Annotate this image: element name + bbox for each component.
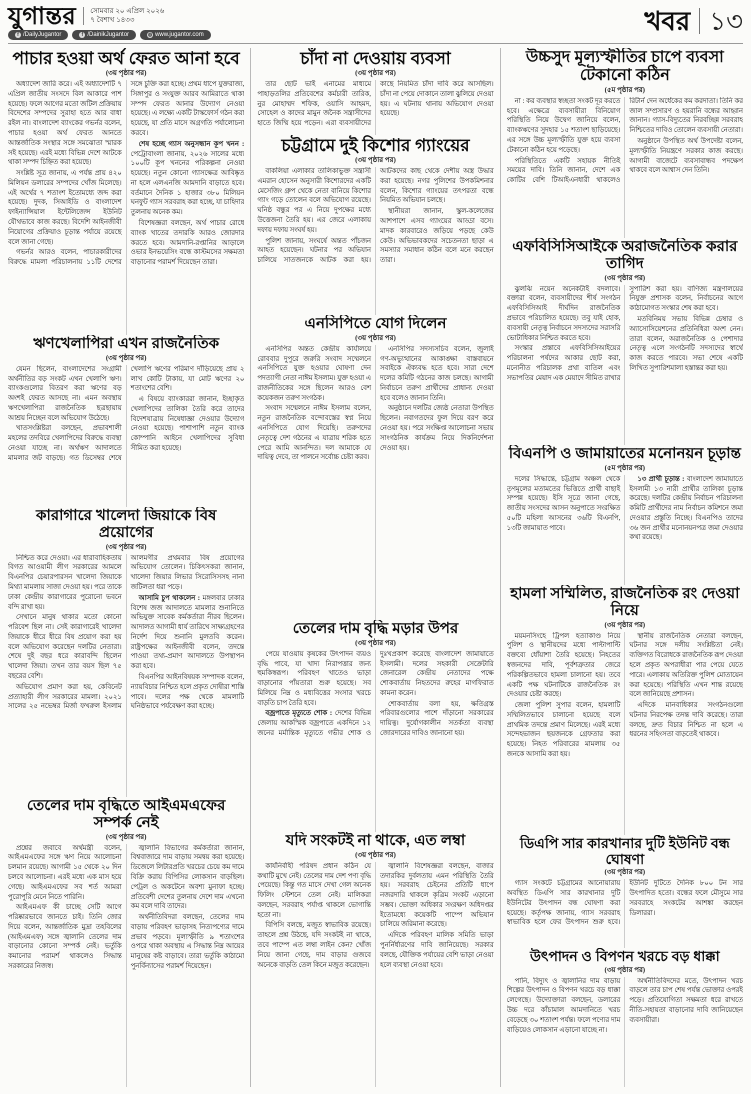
body-paragraph: সংস্কার প্রস্তাবে এফবিসিসিআইয়ের পরিচালনা পর্ষদের আকার ছোট করা, মনোনীত পরিচালক প্রথা বাতিল এবং সভাপতির মেয়াদ এক মেয়াদে সীমিত রাখার সুপারিশ করা হয়। বাণিজ্য মন্ত্রণালয়ের নিযুক্ত প্রশাসক বলেন, নির্বাচনের আগে কাঠামোগত সংস্কার শেষ করা হবে।	[506, 285, 743, 382]
body-paragraph: পেয়ে যাওয়ায় কৃষকের উৎপাদন ব্যয়ও বৃদ্ধি পাবে, যা খাদ্য নিরাপত্তার জন্য হুমকিস্বরূপ। পরিবহণ খাতেও ভাড়া বাড়ানোর পাঁয়তারা শুরু হয়েছে। সব মিলিয়ে নিম্ন ও মধ্যবিত্তের সংসার খরচে বাড়তি চাপ তৈরি হবে।	[257, 650, 371, 707]
body-paragraph: অর্থনীতিবিদদের মতে, উৎপাদন খরচ বাড়লে তার চাপ শেষ পর্যন্ত ভোক্তার ওপরই পড়ে। প্রতিযোগিতা সক্ষমতা ধরে রাখতে নীতি-সহায়তা বাড়ানোর দাবি জানিয়েছেন ব্যবসায়ীরা।	[629, 977, 743, 1024]
article-body	[8, 365, 244, 507]
body-paragraph: এদিকে মানবাধিকার সংগঠনগুলো ঘটনার নিরপেক্ষ তদন্ত দাবি করেছে। তারা বলছে, দ্রুত বিচার নিশ্চিত না হলে এ ধরনের সহিংসতা বাড়তেই থাকবে।	[629, 702, 743, 739]
paragraph-lead: আসামি চুপ থাকলেন :	[138, 594, 203, 602]
body-paragraph: সেখানে মানুষ থাকার মতো কোনো পরিবেশ ছিল না। সেই কারাগারেই খালেদা জিয়াকে ধীরে ধীরে বিষ প্রয়োগ করা হয় বলে অভিযোগ করেছেন দলটির নেতারা। শেষে দুই বছর ধরে কারাবন্দি ছিলেন খালেদা জিয়া। তখন তার বয়স ছিল ৭৫ বছরের বেশি।	[8, 614, 122, 680]
article-column-group-1	[8, 48, 244, 1087]
article[interactable]	[257, 315, 493, 620]
article-body	[257, 650, 493, 832]
article-headline[interactable]: পাচার হওয়া অর্থ ফেরত আনা হবে	[12, 49, 240, 68]
body-paragraph: খাতসংশ্লিষ্টরা বলছেন, প্রভাবশালী মহলের তদবিরে খেলাপিদের বিরুদ্ধে ব্যবস্থা নেওয়া যাচ্ছে না। অর্থঋণ আদালতে মামলার জট বাড়ছে। গত ডিসেম্বর শেষে খেলাপি ঋণের পরিমাণ দাঁড়িয়েছে প্রায় ২ লাখ কোটি টাকায়, যা মোট ঋণের ২০ শতাংশের বেশি।	[8, 365, 245, 462]
body-paragraph: দলের সিদ্ধান্তে, চট্টগ্রাম অঞ্চল থেকে তৃণমূলের মতামতের ভিত্তিতে প্রার্থী বাছাই সম্পন্ন হয়েছে। ইসি সূত্রে জানা গেছে, জাতীয় সংসদের আসন অনুপাতে সংরক্ষিত ৫০টি মহিলা আসনের ৩৬টি বিএনপি, ১৩টি জামায়াত পাবে।	[506, 475, 621, 532]
article-headline[interactable]: যদি সংকটই না থাকে, এত লম্বা	[285, 832, 466, 849]
body-paragraph: তার ছোট ভাই এনামের মাধ্যমে পাহাড়তলির প্রতিবেশের কর্মচারী তারিক, নুর মোহাম্মদ শফিক, ওয়াসি আহমদ, সোহেল ও কাদের মামুন জনৈক সন্ত্রাসীদের হাতে জিম্মি হয়ে পড়েন। এরা ব্যবসায়ীদের কাছে নিয়মিত চাঁদা দাবি করে আসছিল। চাঁদা না পেয়ে দোকানে তালা ঝুলিয়ে দেওয়া হয়। এ ঘটনায় থানায় অভিযোগ দেওয়া হয়েছে।	[257, 81, 494, 128]
article-body	[8, 844, 244, 1087]
article[interactable]	[507, 585, 743, 835]
continued-from-note: (৩য় পৃষ্ঠার পর)	[604, 868, 646, 877]
article-headline[interactable]: তেলের দাম বৃদ্ধি মড়ার উপর	[292, 620, 459, 637]
body-paragraph: এদিকে পরিবহণ মালিক সমিতি ভাড়া পুনর্নির্ধারণের দাবি জানিয়েছে। সরকার বলছে, যৌক্তিক পর্যায়ের বেশি ভাড়া নেওয়া হলে ব্যবস্থা নেওয়া হবে।	[379, 932, 494, 969]
article-headline[interactable]: কারাগারে খালেদা জিয়াকে বিষ প্রয়োগের	[35, 507, 217, 541]
body-paragraph: প্রশ্নের জবাবে অর্থমন্ত্রী বলেন, আইএমএফের সঙ্গে ঋণ নিয়ে আলোচনা চলমান রয়েছে। আগামী ১৫ থেকে ২০ দিন চলবে আলোচনা। এরই মধ্যে এক মাস হয়ে গেছে। আইএমএফের সব শর্ত আমরা পুরোপুরি মেনে নিতে পারিনি।	[8, 844, 122, 901]
article-headline[interactable]: চট্টগ্রামে দুই কিশোর গ্যাংয়ের	[281, 136, 470, 155]
continued-from-note: (৩য় পৃষ্ঠার পর)	[355, 333, 396, 342]
website-url: www.jugantor.com	[155, 32, 204, 38]
body-paragraph: জ্বালানি বিশেষজ্ঞরা বলছেন, বাজার তদারকির দুর্বলতায় এমন পরিস্থিতি তৈরি হয়। সরবরাহ চেইনের প্রতিটি ধাপে নজরদারি থাকলে কৃত্রিম সংকট এড়ানো সম্ভব। ভোক্তা অধিকার সংরক্ষণ অধিদপ্তর ইতোমধ্যে কয়েকটি পাম্পে অভিযান চালিয়ে জরিমানা করেছে।	[379, 862, 494, 929]
article[interactable]	[257, 135, 493, 315]
body-paragraph: না : কর ব্যবস্থার স্বচ্ছতা সংকট দূর করতে হবে। এক্ষেত্রে ব্যবসায়ীরা বিনিয়োগ পরিস্থিতি নিয়ে উদ্বেগ জানিয়ে বলেন, ব্যাংকঋণের সুদহার ১৫ শতাংশ ছাড়িয়েছে। এর সঙ্গে উচ্চ মূল্যস্ফীতি যুক্ত হয়ে ব্যবসা টেকানো কঠিন হয়ে পড়েছে।	[506, 97, 621, 154]
body-paragraph: সংশ্লিষ্ট সূত্র জানায়, এ পর্যন্ত প্রায় ৪২০ মিলিয়ন ডলারের সম্পদের খোঁজ মিলেছে। এই অর্থের ৭ শতাংশ ইতোমধ্যে জব্দ করা হয়েছে। দুদক, সিআইডি ও বাংলাদেশ ফাইন্যান্সিয়াল ইন্টেলিজেন্স ইউনিট যৌথভাবে কাজ করছে। বিদেশি আইনজীবী নিয়োগের প্রক্রিয়াও চূড়ান্ত পর্যায়ে রয়েছে বলে জানা গেছে।	[8, 170, 122, 246]
body-paragraph: কার্যনির্বাহী পরিষদ প্রধান কঠিন যে কথাটি মুখে নেই। তেলের দাম দেশ পণ্য বৃদ্ধি পেয়েছে। কিন্তু গত মাসে দেখা গেল অনেক ফিলিং স্টেশনে তেল নেই। মালিকরা বলছেন, সরবরাহ পর্যাপ্ত থাকলে ভোগান্তি হতো না।	[257, 862, 371, 919]
social-handle: /DainikJugantor	[87, 32, 130, 38]
continued-from-note: (৩য় পৃষ্ঠার পর)	[355, 850, 396, 859]
article-headline[interactable]: তেলের দাম বৃদ্ধিতে আইএমএফের সম্পর্ক নেই	[26, 797, 226, 831]
article-body	[257, 345, 493, 620]
body-paragraph: অর্থনীতিবিদরা বলছেন, তেলের দাম বাড়ায় পরিবহণ ভাড়াসহ নিত্যপণ্যের দামে প্রভাব পড়বে। মূল্যস্ফীতি ৯ শতাংশের ওপরে থাকা অবস্থায় এ সিদ্ধান্ত নিম্ন আয়ের মানুষের কষ্ট বাড়াবে। তারা ভর্তুকি কাঠামো পুনর্বিন্যাসের পরামর্শ দিয়েছেন।	[130, 914, 245, 970]
body-paragraph: ঝুলঝি নয়েন অনেকটাই বদলাবে। বক্তারা বলেন, ব্যবসায়ীদের শীর্ষ সংগঠন এফবিসিসিআই দীর্ঘদিন রাজনৈতিক প্রভাবে পরিচালিত হয়েছে। তবু যাই হোক, ব্যবসায়ী নেতৃত্ব নির্বাচনে সদস্যদের সরাসরি ভোটাধিকার নিশ্চিত করতে হবে।	[506, 285, 621, 342]
body-paragraph: জেলা পুলিশ সুপার বলেন, হামলাটি সম্মিলিতভাবে চালানো হয়েছে বলে প্রাথমিক তদন্তে প্রমাণ মিলেছে। এরই মধ্যে সন্দেহভাজন ছয়জনকে গ্রেফতার করা হয়েছে। নিহত পরিবারের মামলায় ৩৫ জনকে আসামি করা হয়।	[506, 702, 621, 758]
continued-from-note: (৫ম পৃষ্ঠার পর)	[604, 85, 646, 94]
body-paragraph: মতবিনিময় সভায় বিভিন্ন চেম্বার ও অ্যাসোসিয়েশনের প্রতিনিধিরা অংশ নেন। তারা বলেন, অরাজনৈতিক ও পেশাদার নেতৃত্ব এলে সংগঠনটি সদস্যদের স্বার্থে কাজ করতে পারবে। সভা শেষে একটি লিখিত সুপারিশমালা হস্তান্তর করা হয়।	[629, 315, 743, 372]
article-body	[507, 285, 743, 445]
date-gregorian: সোমবার ২০ এপ্রিল ২০২৬	[90, 8, 165, 15]
body-paragraph: বিশেষজ্ঞরা বলছেন, অর্থ পাচার রোধে ব্যাংক খাতের তদারকি আরও জোরদার করতে হবে। আমদানি-রপ্তানির আড়ালে ওভার ইনভয়েসিং বন্ধে কাস্টমসের সক্ষমতা বাড়ানোর পরামর্শ দিয়েছেন তারা।	[130, 219, 245, 267]
body-paragraph: বাকলিয়া এলাকার তালিকাভুক্ত সন্ত্রাসী এমরান হোসেন অনুসারী কিশোরদের একটি মেসেজিং গ্রুপ থেকে নেতা বানিয়ে কিশোর গ্যাং গড়ে তোলেন বলে অভিযোগ রয়েছে। ঘনিষ্ঠ বন্ধুর পর এ নিয়ে দুপক্ষের মধ্যে উত্তেজনা তৈরি হয়। এর জেরে এলাকায় দফায় দফায় সংঘর্ষ হয়।	[257, 168, 371, 234]
article-columns	[8, 48, 743, 1087]
article-headline[interactable]: উৎপাদন ও বিপণন খরচে বড় ধাক্কা	[529, 948, 720, 964]
body-paragraph: বজ্রপাতে মৃত্যুতে শোক : দেশের বিভিন্ন জেলায় আকস্মিক বজ্রপাতে একদিনে ১২ জনের মর্মান্তিক মৃত্যুতে গভীর শোক ও দুঃখপ্রকাশ করেছে বাংলাদেশ জামায়াতে ইসলামী। দলের সহকারী সেক্রেটারি জেনারেল কেন্দ্রীয় নেতাদের পক্ষে শোকবার্তায় নিহতদের রুহের মাগফিরাত কামনা করেন।	[257, 650, 494, 738]
body-paragraph: পানি, বিদ্যুৎ ও জ্বালানির দাম বাড়ায় শিল্পের উৎপাদন ও বিপণন খরচে বড় ধাক্কা লেগেছে। উদ্যোক্তারা বলছেন, ডলারের উচ্চ দরে কাঁচামাল আমদানিতে খরচ বেড়েছে ৩০ শতাংশ পর্যন্ত। ফলে পণ্যের দাম বাড়িয়েও লোকসান এড়ানো যাচ্ছে না।	[506, 977, 621, 1034]
article[interactable]	[507, 238, 743, 445]
continued-from-note: (৩য় পৃষ্ঠার পর)	[355, 638, 396, 647]
article-headline[interactable]: বিএনপি ও জামায়াতের মনোনয়ন চূড়ান্ত	[508, 445, 741, 462]
body-paragraph: নিশ্চিত করে দেওয়া। এর ধারাবাহিকতায় বিগত আওয়ামী লীগ সরকারের আমলে বিএনপির চেয়ারপারসন খালেদা জিয়াকে মিথ্যা মামলায় সাজা দেওয়া হয়। পরে তাকে ঢাকা কেন্দ্রীয় কারাগারের পুরোনো ভবনে বন্দি রাখা হয়।	[8, 554, 122, 611]
article-body	[257, 80, 493, 135]
facebook-dainik-link[interactable]	[72, 30, 136, 40]
article-body	[8, 554, 244, 797]
article-body	[8, 80, 244, 335]
facebook-icon: f	[79, 32, 85, 38]
article[interactable]	[257, 832, 493, 1087]
page-number: ১৩	[699, 8, 743, 34]
continued-from-note: (৩য় পৃষ্ঠার পর)	[105, 542, 147, 551]
article[interactable]	[8, 48, 244, 335]
body-paragraph: এনসিপির অন্তত কেন্দ্রীয় কার্যালয়ে রোববার দুপুরে জরুরি সংবাদ সম্মেলনে এনসিপিতে যুক্ত হওয়ার ঘোষণা দেন পদত্যাগী নেতা নাঈম ইসলাম। যুক্ত হওয়া এ রাজনীতিকের সঙ্গে ছিলেন আরও বেশ কয়েকজন তরুণ সংগঠক।	[257, 345, 371, 402]
article-headline[interactable]: চাঁদা না দেওয়ায় ব্যবসা	[300, 49, 451, 68]
social-handle: /DailyJugantor	[23, 32, 62, 38]
paragraph-lead: ১৩ প্রার্থী চূড়ান্ত :	[637, 475, 687, 483]
paragraph-lead: শেষ হচ্ছে গ্যাস অনুসন্ধান কূপ খনন :	[138, 140, 245, 148]
article-body	[507, 977, 743, 1087]
body-paragraph: বিপিসি বলছে, মজুত স্বাভাবিক রয়েছে। তাহলে প্রশ্ন উঠছে, যদি সংকটই না থাকে, তবে পাম্পে এত লম্বা লাইন কেন? খোঁজ নিয়ে জানা গেছে, দাম বাড়ার গুজবে অনেকে বাড়তি তেল কিনে মজুত করেছেন।	[257, 922, 371, 969]
body-paragraph: যেমন ছিলেন, বাংলাদেশের সংগ্রামী অর্থনীতির বড় সংকট এখন খেলাপি ঋণ। ব্যাংকগুলোর বিতরণ করা ঋণের বড় অংশই ফেরত আসছে না। এমন অবস্থায় ঋণখেলাপিরা রাজনৈতিক ছত্রছায়ায় আশ্রয় নিচ্ছেন বলে অভিযোগ উঠেছে।	[8, 365, 122, 422]
section-name: খবর	[644, 6, 691, 36]
continued-from-note: (৩য় পৃষ্ঠার পর)	[105, 353, 147, 362]
website-link[interactable]	[140, 30, 211, 40]
facebook-icon: f	[15, 32, 21, 38]
body-paragraph: অনুষ্ঠানে উপস্থিত অর্থ উপদেষ্টা বলেন, মূল্যস্ফীতি নিয়ন্ত্রণে সরকার কাজ করছে। আগামী বাজেটে ব্যবসাবান্ধব পদক্ষেপ থাকবে বলে আশ্বাস দেন তিনি।	[629, 137, 743, 175]
article-headline[interactable]: উচ্চসুদ মূল্যস্ফীতির চাপে ব্যবসা টেকানো কঠিন	[525, 49, 724, 84]
article-body	[507, 97, 743, 238]
article[interactable]	[257, 620, 493, 832]
continued-from-note: (৩য় পৃষ্ঠার পর)	[105, 832, 147, 841]
body-paragraph: শোকবার্তায় বলা হয়, ক্ষতিগ্রস্ত পরিবারগুলোর পাশে দাঁড়ানো সরকারের দায়িত্ব। দুর্যোগকালীন সতর্কতা ব্যবস্থা জোরদারের দাবিও জানানো হয়।	[379, 700, 494, 738]
article[interactable]	[507, 48, 743, 238]
continued-from-note: (৩য় পৃষ্ঠার পর)	[604, 620, 646, 629]
body-paragraph: অভিযোগ প্রমাণ করা হয়, কেবিনেট প্রত্যাহারী লীগ সরকারের মামলা। ২০২১ সালের ২৫ নভেম্বর মির্জা ফখরুল ইসলাম আলমগীর প্রথমবার বিষ প্রয়োগের অভিযোগ তোলেন। চিকিৎসকরা জানান, খালেদা জিয়ার লিভার সিরোসিসসহ নানা জটিলতা ধরা পড়ে।	[8, 554, 245, 711]
article-body	[257, 167, 493, 315]
body-paragraph: ১৩ প্রার্থী চূড়ান্ত : বাংলাদেশ জামায়াতে ইসলামী ১৩ নারী প্রার্থীর তালিকা চূড়ান্ত করেছে। দলটির কেন্দ্রীয় নির্বাচন পরিচালনা কমিটি প্রার্থীদের নাম নির্বাচন কমিশনে জমা দেওয়ার প্রস্তুতি নিচ্ছে। বিএনপিও তাদের ৩৬ জন প্রার্থীর মনোনয়নপত্র জমা দেওয়ার কথা রয়েছে।	[629, 475, 743, 542]
section-header	[644, 8, 743, 34]
globe-icon: ◍	[147, 32, 153, 38]
article-headline[interactable]: এফবিসিসিআইকে অরাজনৈতিক করার তাগিদ	[512, 238, 738, 272]
social-links	[8, 30, 211, 40]
continued-from-note: (৩য় পৃষ্ঠার পর)	[604, 273, 646, 282]
article[interactable]	[8, 507, 244, 797]
body-paragraph: পুলিশ জানায়, সংঘর্ষে অন্তত পাঁচজন আহত হয়েছেন। ঘটনার পর অভিযান চালিয়ে সাতজনকে আটক করা হয়। আটকদের কাছ থেকে দেশীয় অস্ত্র উদ্ধার করা হয়েছে। নগর পুলিশের উপকমিশনার বলেন, কিশোর গ্যাংয়ের তৎপরতা বন্ধে নিয়মিত অভিযান চলছে।	[257, 168, 494, 265]
body-paragraph: সংবাদ সম্মেলনে নাঈম ইসলাম বলেন, নতুন রাজনৈতিক বন্দোবস্তের স্বপ্ন নিয়ে এনসিপিতে যোগ দিয়েছি। তরুণদের নেতৃত্বে দেশ গঠনের এ যাত্রায় শরিক হতে পেরে আমি আনন্দিত। দল আমাকে যে দায়িত্ব দেবে, তা পালনে সর্বোচ্চ চেষ্টা করব।	[257, 405, 371, 462]
body-paragraph: অনুষ্ঠানে দলটির জ্যেষ্ঠ নেতারা উপস্থিত ছিলেন। নবাগতদের ফুল দিয়ে বরণ করে নেওয়া হয়। পরে সংক্ষিপ্ত আলোচনা সভায় সাংগঠনিক কার্যক্রম নিয়ে দিকনির্দেশনা দেওয়া হয়।	[379, 405, 494, 452]
body-paragraph: ময়মনসিংহে ট্রিপল হত্যাকাণ্ড নিয়ে পুলিশ ও স্থানীয়দের মধ্যে পাল্টাপাল্টি বক্তব্যে ধোঁয়াশা তৈরি হয়েছে। নিহতের স্বজনদের দাবি, পূর্বশত্রুতার জেরে পরিকল্পিতভাবে হামলা চালানো হয়। তবে একটি পক্ষ ঘটনাটিকে রাজনৈতিক রং দেওয়ার চেষ্টা করছে।	[506, 632, 621, 699]
body-paragraph: জ্বালানি বিভাগের কর্মকর্তারা জানান, বিশ্ববাজারে দাম বাড়ায় সমন্বয় করা হয়েছে। ডিজেলে লিটারপ্রতি খরচের চেয়ে কম দামে বিক্রি করায় বিপিসির লোকসান বাড়ছিল। পেট্রল ও অকটেনে অবশ্য মুনাফা হচ্ছে। প্রতিবেশী দেশের তুলনায় দেশে দাম এখনো কম বলে দাবি তাদের।	[130, 844, 245, 911]
body-paragraph: এনসিপির সদস্যসচিব বলেন, জুলাই গণ-অভ্যুত্থানের আকাঙ্ক্ষা বাস্তবায়নে সবাইকে ঐক্যবদ্ধ হতে হবে। সারা দেশে দলের কমিটি গঠনের কাজ চলছে। আগামী নির্বাচনে তরুণ প্রার্থীদের প্রাধান্য দেওয়া হবে বলেও জানান তিনি।	[379, 345, 494, 402]
body-paragraph: এ বিষয়ে ব্যাংকাররা জানান, ইচ্ছাকৃত খেলাপিদের তালিকা তৈরি করে তাদের বিদেশযাত্রায় নিষেধাজ্ঞা দেওয়ার উদ্যোগ নেওয়া হয়েছে। পাশাপাশি নতুন ব্যাংক কোম্পানি আইনে খেলাপিদের সুবিধা সীমিত করা হয়েছে।	[130, 396, 245, 453]
article-body	[507, 632, 743, 835]
body-paragraph: পরিস্থিতিতে একটি সহায়ক নীতিই সময়ের দাবি। তিনি জানান, দেশে এক কোটির বেশি টিআইএনধারী থাকলেও রিটার্ন দেন অর্ধেকের কম করদাতা। তিনি কর জাল সম্প্রসারণ ও হয়রানি বন্ধের আহ্বান জানান। গ্যাস-বিদ্যুতের নিরবচ্ছিন্ন সরবরাহ নিশ্চিতের দাবিও তোলেন ব্যবসায়ী নেতারা।	[506, 97, 743, 185]
body-paragraph: গ্যাস সংকটে চট্টগ্রামের আনোয়ারায় অবস্থিত ডিএপি সার কারখানার দুটি ইউনিটের উৎপাদন বন্ধ ঘোষণা করা হয়েছে। কর্তৃপক্ষ জানায়, গ্যাস সরবরাহ স্বাভাবিক হলে ফের উৎপাদন শুরু হবে। ইউনিট দুটিতে দৈনিক ৮০০ টন সার উৎপাদিত হতো। বন্ধের ফলে মৌসুমে সার সরবরাহে সংকটের আশঙ্কা করছেন ডিলাররা।	[506, 880, 743, 927]
article-body	[507, 879, 743, 948]
facebook-daily-link[interactable]	[8, 30, 68, 40]
date-block	[83, 7, 164, 25]
article-headline[interactable]: ডিএপি সার কারখানার দুটি ইউনিট বন্ধ ঘোষণা	[519, 835, 730, 867]
continued-from-note: (৩য় পৃষ্ঠার পর)	[355, 156, 396, 165]
masthead	[8, 3, 743, 40]
article-body	[507, 475, 743, 585]
body-paragraph: গভর্নর আরও বলেন, পাচারকারীদের বিরুদ্ধে মামলা পরিচালনায় ১১টি দেশের সঙ্গে চুক্তি করা হচ্ছে। প্রথম ধাপে যুক্তরাজ্য, সিঙ্গাপুর ও সংযুক্ত আরব আমিরাতে থাকা সম্পদ ফেরত আনার উদ্যোগ নেওয়া হয়েছে। এ লক্ষ্যে একটি টাস্কফোর্স গঠন করা হয়েছে, যা প্রতি মাসে অগ্রগতি পর্যালোচনা করবে।	[8, 81, 245, 267]
body-paragraph: আসামি চুপ থাকলেন : মঙ্গলবার ঢাকার বিশেষ জজ আদালতে মামলার শুনানিতে অভিযুক্ত সাবেক কর্মকর্তারা নীরব ছিলেন। আদালত আগামী ধার্য তারিখে সাক্ষ্যগ্রহণের নির্দেশ দিয়ে শুনানি মুলতবি করেন। রাষ্ট্রপক্ষের আইনজীবী বলেন, তদন্তে পাওয়া তথ্য-প্রমাণ আদালতে উপস্থাপন করা হবে।	[130, 594, 245, 671]
body-paragraph: স্থানীয়রা জানান, স্কুল-কলেজের আশপাশে এসব গ্যাংয়ের আড্ডা বসে। মাদক কারবারেও জড়িয়ে পড়ছে কেউ কেউ। অভিভাবকদের সচেতনতা ছাড়া এ সমস্যার সমাধান কঠিন বলে মনে করছেন তারা।	[379, 208, 494, 265]
masthead-divider	[8, 43, 743, 44]
continued-from-note: (৫ম পৃষ্ঠার পর)	[604, 463, 646, 472]
continued-from-note: (৩য় পৃষ্ঠার পর)	[355, 69, 396, 78]
jugantor-logo: যুগান্তর	[8, 3, 77, 30]
body-paragraph: বিএনপির আইনবিষয়ক সম্পাদক বলেন, ন্যায়বিচার নিশ্চিত হলে প্রকৃত দোষীরা শাস্তি পাবে। দলের পক্ষ থেকে মামলাটি ঘনিষ্ঠভাবে পর্যবেক্ষণ করা হচ্ছে।	[130, 673, 245, 711]
continued-from-note: (৩য় পৃষ্ঠার পর)	[604, 965, 646, 974]
article[interactable]	[507, 835, 743, 948]
article-headline[interactable]: ঋণখেলাপিরা এখন রাজনৈতিক	[33, 335, 220, 352]
article[interactable]	[8, 335, 244, 507]
article-body	[257, 862, 493, 1087]
body-paragraph: অধ্যাদেশ জারি করে। এই অধ্যাদেশটি ৭ এপ্রিল জাতীয় সংসদে বিল আকারে পাশ হয়েছে। ফলে আগের মতো জটিল প্রক্রিয়ায় বিদেশের সম্পদের সুরাহা হতে আর বাধা রইল না। বাংলাদেশ ব্যাংকের গভর্নর বলেন, পাচার হওয়া অর্থ ফেরত আনতে আন্তর্জাতিক সংস্থার সঙ্গে সমঝোতা স্মারক সই হয়েছে। এরই মধ্যে বিভিন্ন দেশে আটকে থাকা সম্পদ চিহ্নিত করা হয়েছে।	[8, 81, 122, 167]
article[interactable]	[507, 445, 743, 585]
article[interactable]	[8, 797, 244, 1087]
paragraph-lead: বজ্রপাতে মৃত্যুতে শোক :	[265, 710, 335, 718]
article-column-group-3	[500, 48, 743, 1087]
article-headline[interactable]: হামলা সম্মিলিত, রাজনৈতিক রং দেওয়া নিয়ে	[510, 585, 740, 619]
article-headline[interactable]: এনসিপিতে যোগ দিলেন	[304, 315, 447, 332]
article[interactable]	[257, 48, 493, 135]
body-paragraph: শেষ হচ্ছে গ্যাস অনুসন্ধান কূপ খনন : পেট্রোবাংলা জানায়, ২০২৬ সালের মধ্যে ১০০টি কূপ খননের পরিকল্পনা নেওয়া হয়েছে। নতুন কোনো গ্যাসক্ষেত্র আবিষ্কৃত না হলে এলএনজি আমদানি বাড়াতে হবে। বর্তমানে দৈনিক ১ হাজার ৩৮০ মিলিয়ন ঘনফুট গ্যাস সরবরাহ করা হচ্ছে, যা চাহিদার তুলনায় অনেক কম।	[130, 140, 245, 217]
date-bangla: ৭ বৈশাখ ১৪৩৩	[90, 17, 135, 24]
article-column-group-2	[250, 48, 493, 1087]
body-paragraph: আইএমএফ কী চাচ্ছে সেটি আগে পরিষ্কারভাবে জানতে চাই। তিনি জোর দিয়ে বলেন, আন্তর্জাতিক মুদ্রা তহবিলের (আইএমএফ) সঙ্গে জ্বালানি তেলের দাম বাড়ানোর কোনো সম্পর্ক নেই। ভর্তুকি কমানোর পরামর্শ থাকলেও সিদ্ধান্ত সরকারের নিজস্ব।	[8, 904, 122, 970]
body-paragraph: স্থানীয় রাজনৈতিক নেতারা বলছেন, ঘটনার সঙ্গে দলীয় সংশ্লিষ্টতা নেই। ব্যক্তিগত বিরোধকে রাজনৈতিক রূপ দেওয়া হলে প্রকৃত অপরাধীরা পার পেয়ে যেতে পারে। এলাকায় অতিরিক্ত পুলিশ মোতায়েন করা হয়েছে। পরিস্থিতি এখন শান্ত রয়েছে বলে জানিয়েছে প্রশাসন।	[629, 632, 743, 699]
article[interactable]	[507, 948, 743, 1087]
continued-from-note: (৩য় পৃষ্ঠার পর)	[105, 69, 147, 78]
